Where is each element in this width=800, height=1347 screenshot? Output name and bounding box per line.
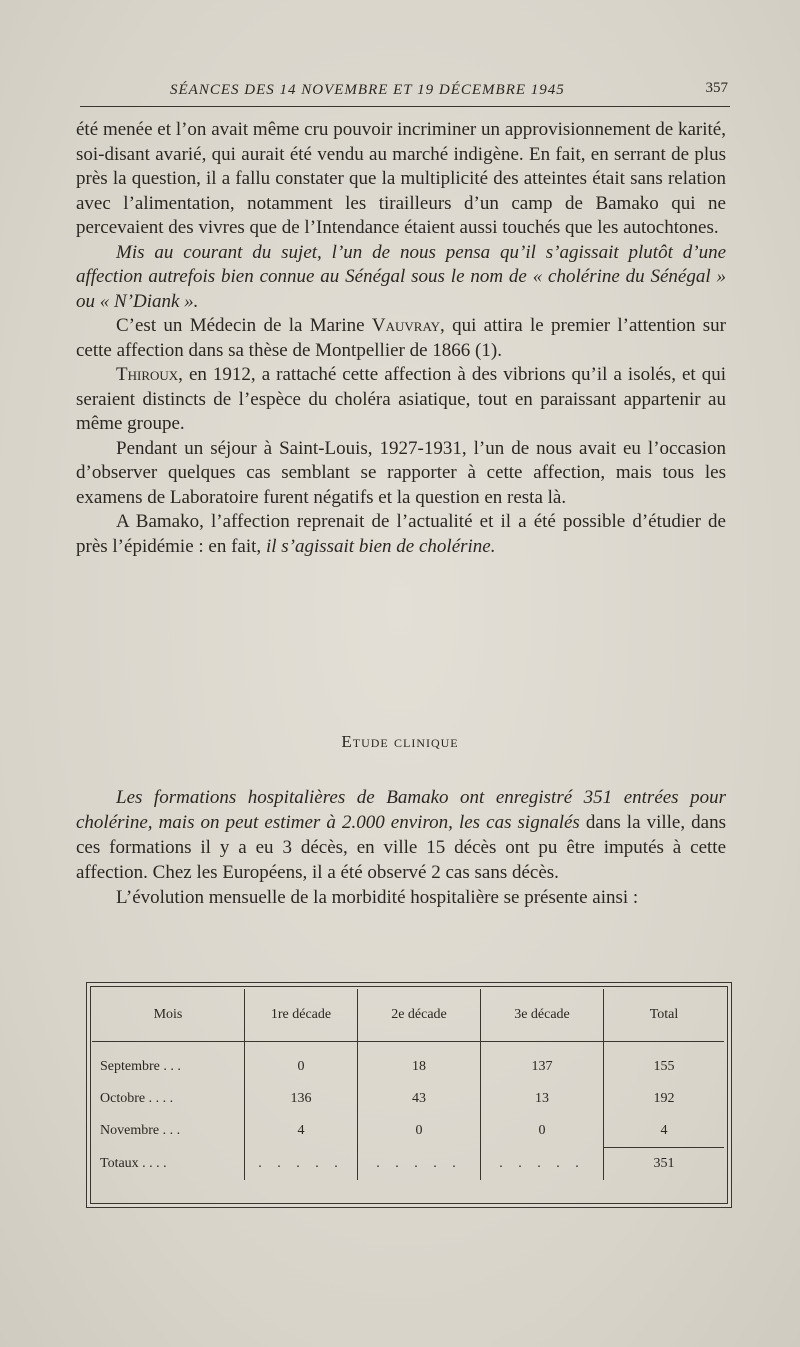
cell-d3: 0	[481, 1115, 604, 1148]
paragraph-6-text: A Bamako, l’affection reprenait de l’actualité et il a été possible d’étudier de près l’épidémie : en fait,	[76, 511, 726, 557]
section-heading	[0, 732, 800, 752]
page-number: 357	[705, 80, 728, 96]
cell-grand-total: 351	[604, 1148, 725, 1181]
paragraph-3-rest: , qui attira le premier l’attention sur cette affection dans sa thèse de Montpellier de 1866 (1).	[76, 315, 726, 361]
cell-totals-d1: . . . . .	[245, 1148, 358, 1181]
cell-totals-label: Totaux . . . .	[100, 1156, 167, 1171]
table-row	[92, 1083, 724, 1115]
col-header-decade-3: 3e décade	[481, 989, 604, 1042]
paragraph-7	[76, 785, 726, 885]
cell-d1: 136	[245, 1083, 358, 1115]
cell-month: Septembre . . .	[100, 1059, 181, 1074]
paragraph-4	[76, 363, 726, 437]
table-row	[92, 1115, 724, 1148]
table-header-row	[92, 989, 724, 1042]
data-table	[92, 989, 724, 1180]
cell-d3: 13	[481, 1083, 604, 1115]
cell-totals-d3: . . . . .	[481, 1148, 604, 1181]
col-header-decade-2: 2e décade	[358, 989, 481, 1042]
paragraph-3	[76, 314, 726, 363]
section-heading-text: Etude clinique	[341, 732, 459, 751]
paragraph-7-rest: dans la ville, dans ces formations il y a eu 3 décès, en ville 15 décès ont pu être imputés à cette affection. Chez les Européens, il a été observé 2 cas sans décès.	[76, 812, 726, 883]
paragraph-6-italic: il s’agissait bien de cholérine.	[265, 535, 496, 557]
cell-d2: 0	[358, 1115, 481, 1148]
cell-d3: 137	[481, 1042, 604, 1084]
col-header-total: Total	[604, 989, 725, 1042]
paragraph-3-text: C’est un Médecin de la Marine	[116, 315, 372, 336]
cell-total: 4	[604, 1115, 725, 1148]
cell-total: 192	[604, 1083, 725, 1115]
paragraph-7-italic: Les formations hospitalières de Bamako ont enregistré 351 entrées pour cholérine, mais on peut estimer à 2.000 environ, les cas signalés	[76, 787, 726, 833]
paragraph-1: été menée et l’on avait même cru pouvoir incriminer un approvisionnement de karité, soi-disant avarié, qui aurait été vendu au marché indigène. En fait, en serrant de plus près la question, il a fallu constater que la multiplicité des atteintes était sans relation avec l’alimentation, notamment les tirailleurs d’un camp de Bamako qui ne percevaient des vivres que de l’Intendance étaient aussi touchés que les autochtones.	[76, 119, 726, 238]
cell-d2: 43	[358, 1083, 481, 1115]
table-totals-row	[92, 1148, 724, 1181]
paragraph-2: Mis au courant du sujet, l’un de nous pensa qu’il s’agissait plutôt d’une affection autrefois bien connue au Sénégal sous le nom de « cholérine du Sénégal » ou « N’Diank ».	[76, 241, 726, 312]
body-text-top	[76, 118, 726, 559]
morbidity-table	[86, 982, 732, 1208]
cell-month: Novembre . . .	[100, 1123, 181, 1138]
body-text-bottom	[76, 785, 726, 910]
paragraph-5: Pendant un séjour à Saint-Louis, 1927-1931, l’un de nous avait eu l’occasion d’observer quelques cas semblant se rapporter à cette affection, mais tous les examens de Laboratoire furent négatifs et la question en resta là.	[76, 437, 726, 508]
table-row	[92, 1042, 724, 1084]
author-name-vauvray: Vauvray	[371, 315, 441, 336]
cell-month: Octobre . . . .	[100, 1091, 174, 1106]
col-header-decade-1: 1re décade	[245, 989, 358, 1042]
cell-d1: 0	[245, 1042, 358, 1084]
cell-totals-d2: . . . . .	[358, 1148, 481, 1181]
cell-total: 155	[604, 1042, 725, 1084]
author-name-thiroux: Thiroux	[116, 364, 179, 385]
cell-d2: 18	[358, 1042, 481, 1084]
paragraph-4-rest: , en 1912, a rattaché cette affection à des vibrions qu’il a isolés, et qui seraient distincts de l’espèce du choléra asiatique, tout en paraissant appartenir au même groupe.	[76, 364, 726, 434]
col-header-mois: Mois	[92, 989, 245, 1042]
page-header	[80, 78, 730, 107]
cell-d1: 4	[245, 1115, 358, 1148]
paragraph-8: L’évolution mensuelle de la morbidité hospitalière se présente ainsi :	[116, 887, 639, 908]
running-title: SÉANCES DES 14 NOVEMBRE ET 19 DÉCEMBRE 1945	[170, 82, 565, 98]
paragraph-6	[76, 510, 726, 559]
